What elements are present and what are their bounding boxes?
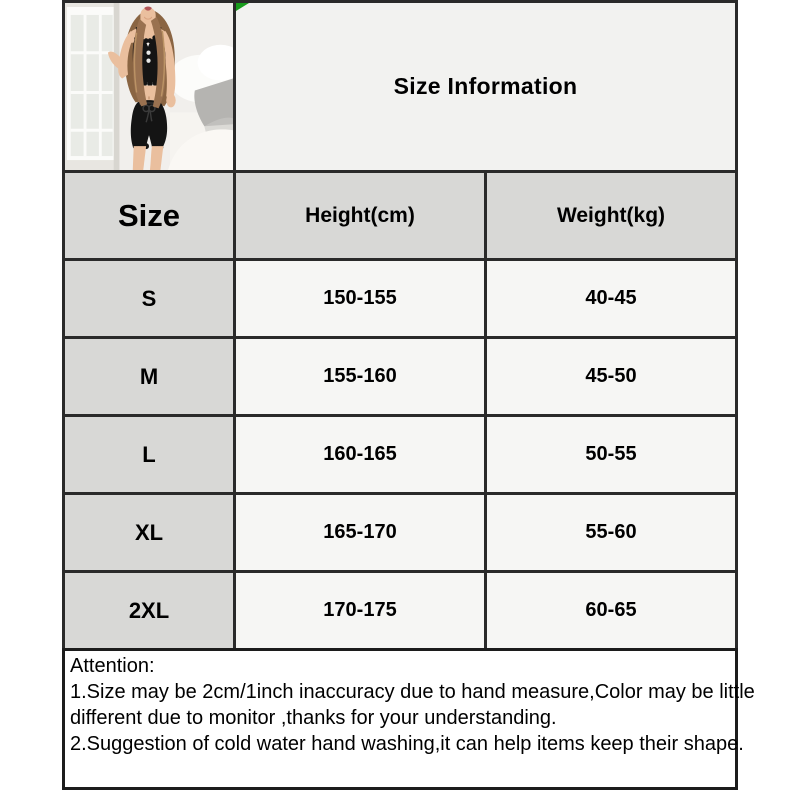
height-value-xl: 165-170: [236, 495, 484, 570]
row-label-2xl: 2XL: [65, 573, 233, 648]
attention-line-3: 2.Suggestion of cold water hand washing,it can help items keep their shape.: [70, 733, 744, 755]
weight-value-l: 50-55: [487, 417, 735, 492]
attention-note: [62, 648, 755, 790]
weight-value-2xl: 60-65: [487, 573, 735, 648]
page-title: Size Information: [393, 73, 578, 99]
weight-value-s: 40-45: [487, 261, 735, 336]
product-photo: [65, 3, 233, 170]
row-label-l: L: [65, 417, 233, 492]
column-header-size: Size: [65, 173, 233, 258]
weight-value-m: 45-50: [487, 339, 735, 414]
size-information-header-cell: [236, 3, 735, 170]
height-value-l: 160-165: [236, 417, 484, 492]
size-table: [62, 0, 738, 651]
row-label-xl: XL: [65, 495, 233, 570]
height-value-s: 150-155: [236, 261, 484, 336]
product-photo-illustration: [65, 3, 233, 170]
weight-value-xl: 55-60: [487, 495, 735, 570]
attention-line-1: 1.Size may be 2cm/1inch inaccuracy due to hand measure,Color may be little: [70, 681, 755, 703]
row-label-m: M: [65, 339, 233, 414]
attention-title: Attention:: [70, 655, 155, 677]
height-value-m: 155-160: [236, 339, 484, 414]
attention-line-2: different due to monitor ,thanks for your understanding.: [70, 707, 557, 729]
row-label-s: S: [65, 261, 233, 336]
window-illustration: [65, 3, 119, 170]
column-header-weight: Weight(kg): [487, 173, 735, 258]
height-value-2xl: 170-175: [236, 573, 484, 648]
column-header-height: Height(cm): [236, 173, 484, 258]
green-triangle-icon: [236, 3, 249, 11]
